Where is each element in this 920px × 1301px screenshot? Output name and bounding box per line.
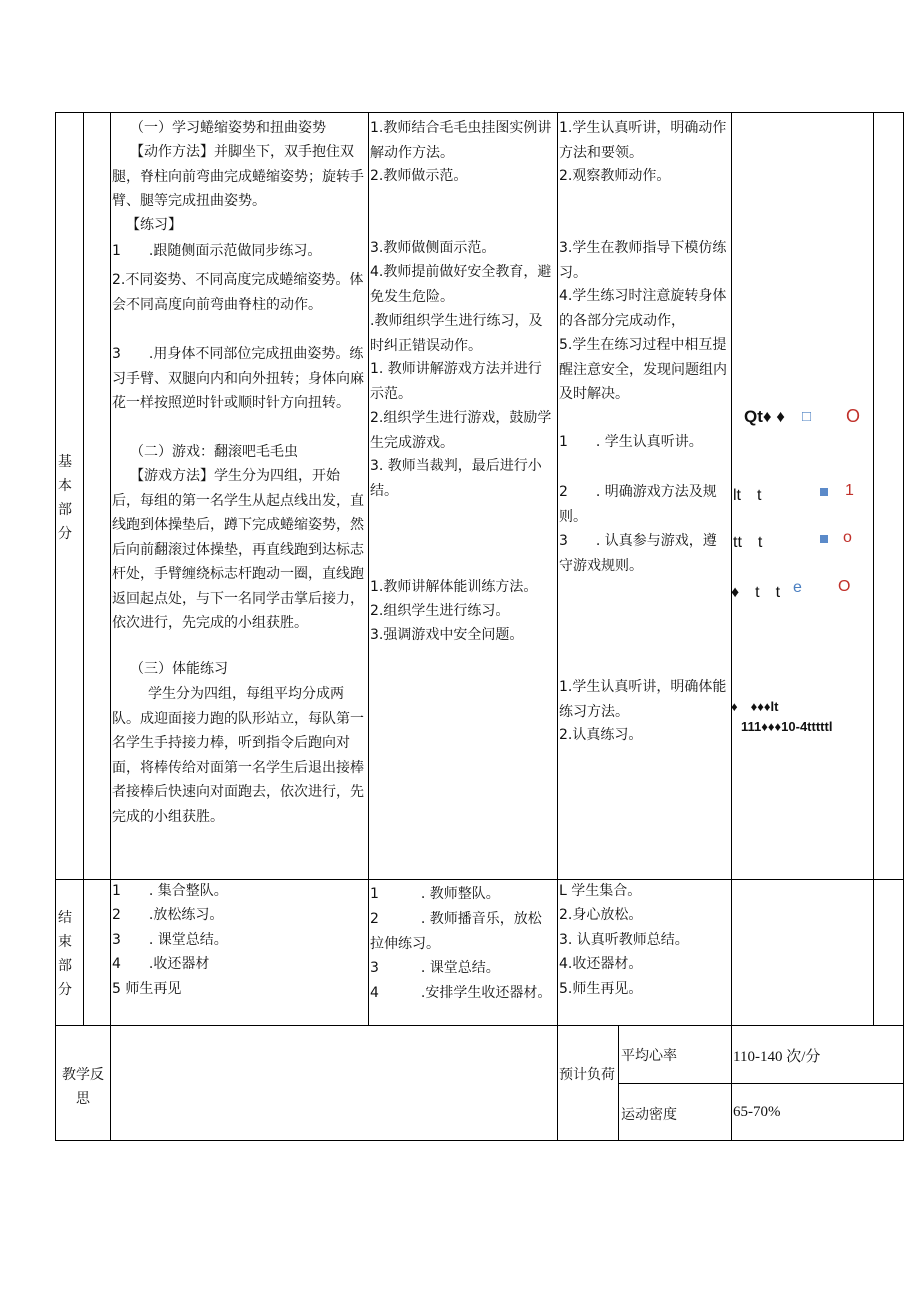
teacher-item: 3.强调游戏中安全问题。	[370, 627, 524, 643]
basic-section-label: 基本部分	[58, 454, 72, 542]
heart-rate-value: 110-140 次/分	[733, 1049, 821, 1065]
formation-mark: e	[793, 579, 802, 596]
density-value: 65-70%	[733, 1104, 781, 1120]
load-label: 预计负荷	[559, 1067, 615, 1083]
ending-content-item: 2 .放松练习。	[112, 907, 224, 923]
density-label: 运动密度	[621, 1107, 677, 1123]
row-border-bottom	[55, 1140, 904, 1141]
formation-mark: Qt♦ ♦	[744, 407, 785, 426]
student-item: 1.学生认真听讲，明确动作方法和要领。	[559, 120, 727, 161]
square-marker-icon	[820, 535, 828, 543]
ending-content-item: 1 . 集合整队。	[112, 883, 228, 899]
teacher-item: 1. 教师讲解游戏方法并进行示范。	[370, 361, 542, 402]
ending-student-item: L 学生集合。	[559, 883, 642, 899]
teacher-item: 2.组织学生进行练习。	[370, 603, 510, 619]
teacher-item: 2.教师做示范。	[370, 168, 468, 184]
content-practice-1: 1 .跟随侧面示范做同步练习。	[112, 243, 322, 259]
student-item: 1.学生认真听讲，明确体能练习方法。	[559, 679, 727, 720]
col-border-2	[110, 112, 111, 1141]
content-action-method: 【动作方法】并脚坐下，双手抱住双腿，脊柱向前弯曲完成蜷缩姿势；旋转手臂、腿等完成扭曲姿势。	[112, 144, 364, 209]
student-item: 1 . 学生认真听讲。	[559, 434, 703, 450]
teacher-item: 1.教师讲解体能训练方法。	[370, 579, 538, 595]
formation-mark: O	[838, 578, 851, 595]
ending-teacher-item: 1 . 教师整队。	[370, 886, 500, 902]
formation-mark: lt t	[733, 487, 762, 504]
ending-student-item: 2.身心放松。	[559, 907, 643, 923]
square-marker-icon	[820, 488, 828, 496]
ending-student-item: 3. 认真听教师总结。	[559, 932, 689, 948]
content-practice-2: 2.不同姿势、不同高度完成蜷缩姿势。体会不同高度向前弯曲脊柱的动作。	[112, 272, 364, 313]
student-item: 5.学生在练习过程中相互提醒注意安全，发现问题组内及时解决。	[559, 337, 727, 402]
col-border-right	[903, 112, 904, 1141]
ending-student-item: 5.师生再见。	[559, 981, 643, 997]
col-border-4	[557, 112, 558, 1141]
reflection-label: 教学反思	[62, 1067, 104, 1107]
teacher-item: 2.组织学生进行游戏，鼓励学生完成游戏。	[370, 410, 552, 451]
row-border-top	[55, 112, 904, 113]
student-item: 2.观察教师动作。	[559, 168, 671, 184]
ending-content-item: 4 .收还器材	[112, 956, 210, 972]
teacher-item: 3. 教师当裁判，最后进行小结。	[370, 458, 542, 499]
formation-mark: ♦ t t	[731, 584, 781, 601]
student-item: 3.学生在教师指导下模仿练习。	[559, 240, 727, 281]
ending-student-item: 4.收还器材。	[559, 956, 643, 972]
teacher-item: 4.教师提前做好安全教育，避免发生危险。	[370, 264, 552, 305]
formation-mark: O	[846, 406, 861, 426]
col-border-5	[731, 112, 732, 1141]
formation-mark: tt t	[733, 534, 763, 551]
student-item: 2 . 明确游戏方法及规则。	[559, 484, 717, 525]
teacher-item: .教师组织学生进行练习，及时纠正错误动作。	[370, 313, 543, 354]
col-border-load	[618, 1025, 619, 1141]
ending-section-label: 结束部分	[58, 910, 72, 998]
ending-teacher-item: 4 .安排学生收还器材。	[370, 985, 552, 1001]
row-border-ending-end	[55, 1025, 904, 1026]
formation-mark: 111♦♦♦10-4tttttl	[741, 719, 833, 734]
content-heading-1: （一）学习蜷缩姿势和扭曲姿势	[130, 120, 326, 136]
content-fitness: 学生分为四组，每组平均分成两队。成迎面接力跑的队形站立，每队第一名学生手持接力棒，听到指令后跑向对面，将棒传给对面第一名学生后退出接棒者接棒后快速向对面跑去，依次进行，先完成的小组获胜。	[112, 686, 364, 825]
formation-mark: o	[843, 529, 852, 546]
formation-mark: ♦ ♦♦♦lt	[731, 699, 779, 714]
content-game-method: 【游戏方法】学生分为四组，开始后，每组的第一名学生从起点线出发，直线跑到体操垫后，蹲下完成蜷缩姿势，然后向前翻滚过体操垫，再直线跑到达标志杆处，手臂缠绕标志杆跑动一圈，直线跑返回起点处，与下一名同学击掌后接力，依次进行，先完成的小组获胜。	[112, 468, 364, 631]
content-heading-2: （二）游戏：翻滚吧毛毛虫	[130, 444, 298, 460]
student-item: 3 . 认真参与游戏，遵守游戏规则。	[559, 533, 717, 574]
student-item: 4.学生练习时注意旋转身体的各部分完成动作，	[559, 288, 727, 329]
teacher-item: 3.教师做侧面示范。	[370, 240, 496, 256]
content-heading-3: （三）体能练习	[130, 661, 228, 677]
content-practice-label: 【练习】	[126, 217, 182, 233]
heart-rate-label: 平均心率	[621, 1048, 677, 1064]
formation-mark: □	[802, 408, 812, 425]
row-border-load-split	[618, 1083, 904, 1084]
col-border-1	[83, 112, 84, 1026]
formation-mark: 1	[845, 482, 854, 499]
student-item: 2.认真练习。	[559, 727, 643, 743]
col-border-6	[873, 112, 874, 1026]
content-practice-3: 3 .用身体不同部位完成扭曲姿势。练习手臂、双腿向内和向外扭转；身体向麻花一样按照逆时针或顺时针方向扭转。	[112, 346, 364, 411]
ending-teacher-item: 2 . 教师播音乐，放松拉伸练习。	[370, 911, 542, 952]
teacher-item: 1.教师结合毛毛虫挂图实例讲解动作方法。	[370, 120, 552, 161]
ending-content-item: 5 师生再见	[112, 981, 182, 997]
ending-content-item: 3 . 课堂总结。	[112, 932, 228, 948]
col-border-3	[368, 112, 369, 1026]
ending-teacher-item: 3 . 课堂总结。	[370, 960, 500, 976]
